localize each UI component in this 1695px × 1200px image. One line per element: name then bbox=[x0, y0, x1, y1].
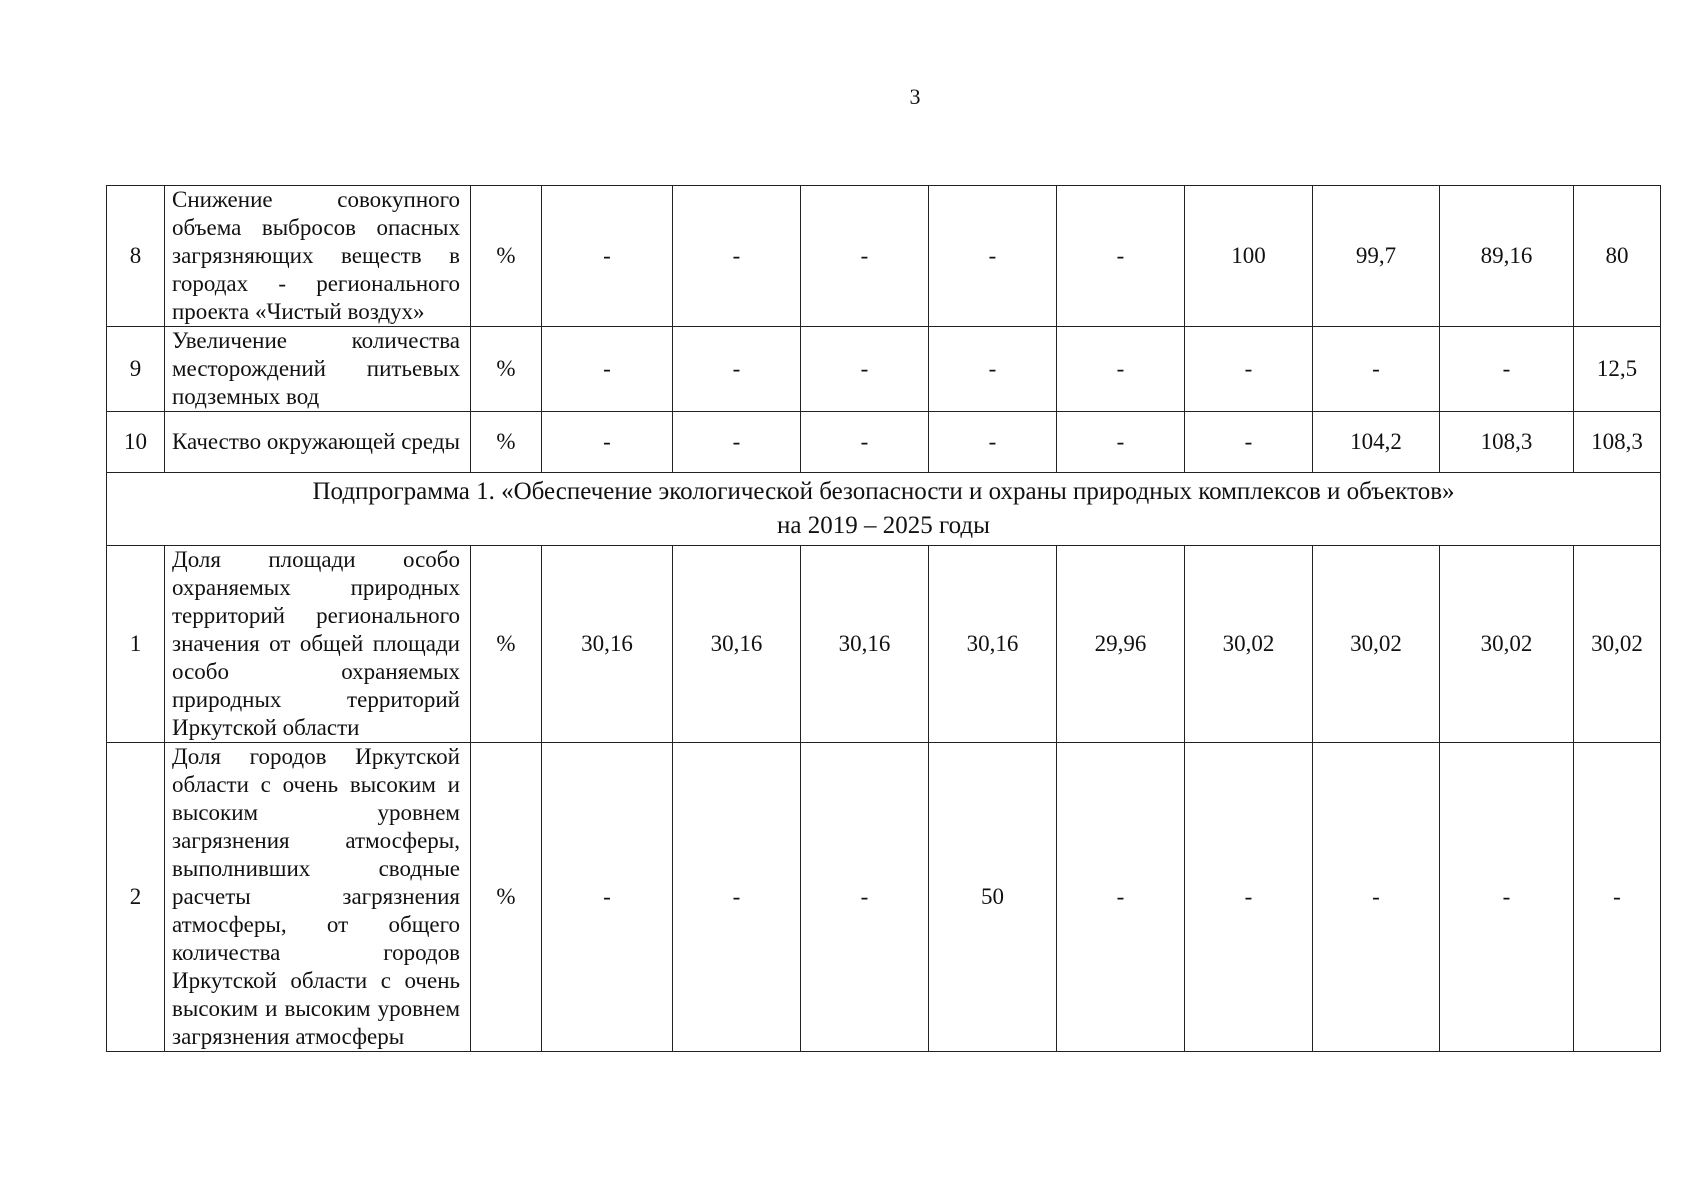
value-cell: 30,16 bbox=[929, 546, 1057, 743]
value-cell: - bbox=[1057, 186, 1185, 327]
value-cell: - bbox=[801, 327, 929, 412]
row-number: 10 bbox=[107, 412, 165, 473]
section-heading-line-2: на 2019 – 2025 годы bbox=[777, 512, 990, 539]
value-cell: 108,3 bbox=[1440, 412, 1574, 473]
row-number: 8 bbox=[107, 186, 165, 327]
value-cell: - bbox=[673, 412, 801, 473]
value-cell: 89,16 bbox=[1440, 186, 1574, 327]
value-cell: - bbox=[1057, 743, 1185, 1052]
section-heading-line-1: Подпрограмма 1. «Обеспечение экологической безопасности и охраны природных комплексов и объектов» bbox=[312, 478, 1455, 505]
value-cell: 30,02 bbox=[1185, 546, 1313, 743]
indicators-table bbox=[106, 185, 1661, 1052]
unit-cell: % bbox=[471, 327, 542, 412]
value-cell: 12,5 bbox=[1574, 327, 1661, 412]
row-number: 2 bbox=[107, 743, 165, 1052]
value-cell: - bbox=[1574, 743, 1661, 1052]
value-cell: - bbox=[1185, 743, 1313, 1052]
value-cell: - bbox=[542, 186, 673, 327]
value-cell: - bbox=[1057, 412, 1185, 473]
value-cell: - bbox=[801, 743, 929, 1052]
indicator-name: Качество окружающей среды bbox=[165, 412, 471, 473]
unit-cell: % bbox=[471, 412, 542, 473]
value-cell: - bbox=[801, 186, 929, 327]
table-row bbox=[107, 186, 1661, 327]
value-cell: - bbox=[1313, 327, 1440, 412]
table-row bbox=[107, 327, 1661, 412]
value-cell: - bbox=[801, 412, 929, 473]
value-cell: 30,02 bbox=[1574, 546, 1661, 743]
value-cell: 30,02 bbox=[1440, 546, 1574, 743]
value-cell: - bbox=[673, 327, 801, 412]
value-cell: - bbox=[1185, 327, 1313, 412]
value-cell: - bbox=[542, 327, 673, 412]
section-heading-row bbox=[107, 473, 1661, 546]
value-cell: 30,16 bbox=[542, 546, 673, 743]
value-cell: 29,96 bbox=[1057, 546, 1185, 743]
value-cell: 30,02 bbox=[1313, 546, 1440, 743]
unit-cell: % bbox=[471, 546, 542, 743]
table-row bbox=[107, 412, 1661, 473]
value-cell: - bbox=[1313, 743, 1440, 1052]
value-cell: 100 bbox=[1185, 186, 1313, 327]
table-row bbox=[107, 743, 1661, 1052]
value-cell: 99,7 bbox=[1313, 186, 1440, 327]
unit-cell: % bbox=[471, 186, 542, 327]
value-cell: - bbox=[1440, 327, 1574, 412]
value-cell: - bbox=[929, 327, 1057, 412]
unit-cell: % bbox=[471, 743, 542, 1052]
value-cell: - bbox=[673, 743, 801, 1052]
value-cell: - bbox=[1440, 743, 1574, 1052]
value-cell: - bbox=[929, 186, 1057, 327]
indicator-name: Увеличение количества месторождений питьевых подземных вод bbox=[165, 327, 471, 412]
table-row bbox=[107, 546, 1661, 743]
value-cell: 80 bbox=[1574, 186, 1661, 327]
indicator-name: Доля площади особо охраняемых природных территорий регионального значения от общей площади особо охраняемых природных территорий Иркутской области bbox=[165, 546, 471, 743]
value-cell: 30,16 bbox=[673, 546, 801, 743]
indicator-name: Снижение совокупного объема выбросов опасных загрязняющих веществ в городах - регионального проекта «Чистый воздух» bbox=[165, 186, 471, 327]
value-cell: 108,3 bbox=[1574, 412, 1661, 473]
page-number: 3 bbox=[909, 84, 921, 109]
value-cell: 30,16 bbox=[801, 546, 929, 743]
indicator-name: Доля городов Иркутской области с очень высоким и высоким уровнем загрязнения атмосферы, выполнивших сводные расчеты загрязнения атмосферы, от общего количества городов Иркутской области с очень высоким и высоким уровнем загрязнения атмосферы bbox=[165, 743, 471, 1052]
value-cell: - bbox=[542, 412, 673, 473]
value-cell: - bbox=[1057, 327, 1185, 412]
row-number: 9 bbox=[107, 327, 165, 412]
row-number: 1 bbox=[107, 546, 165, 743]
section-heading bbox=[107, 473, 1661, 546]
value-cell: - bbox=[929, 412, 1057, 473]
value-cell: - bbox=[1185, 412, 1313, 473]
value-cell: 104,2 bbox=[1313, 412, 1440, 473]
value-cell: 50 bbox=[929, 743, 1057, 1052]
value-cell: - bbox=[542, 743, 673, 1052]
value-cell: - bbox=[673, 186, 801, 327]
